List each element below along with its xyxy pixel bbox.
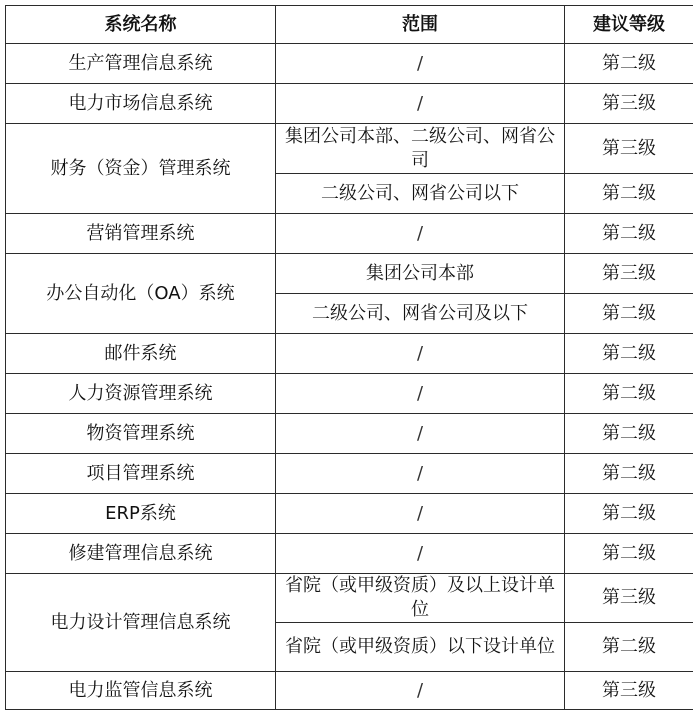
table-row [6,124,693,174]
header-scope: 范围 [276,6,565,44]
table-row [6,254,693,294]
grade-cell: 第二级 [565,454,693,494]
grade-cell: 第二级 [565,494,693,534]
scope-cell [276,374,565,414]
scope-cell [276,214,565,254]
grade-cell: 第二级 [565,214,693,254]
grade-cell: 第三级 [565,84,693,124]
system-name-cell: 财务（资金）管理系统 [6,124,276,214]
system-name-cell: 邮件系统 [6,334,276,374]
scope-value: / [416,502,424,524]
scope-value: / [416,422,424,444]
system-name-cell: 电力设计管理信息系统 [6,574,276,672]
grade-cell: 第二级 [565,414,693,454]
system-name-cell: 生产管理信息系统 [6,44,276,84]
scope-cell [276,44,565,84]
grade-cell: 第二级 [565,623,693,672]
table-row [6,672,693,710]
scope-cell [276,672,565,710]
scope-value: / [416,679,424,701]
table-row [6,214,693,254]
system-name-cell: 电力市场信息系统 [6,84,276,124]
table-row [6,374,693,414]
table-row [6,534,693,574]
scope-cell [276,494,565,534]
header-system-name: 系统名称 [6,6,276,44]
grade-cell: 第二级 [565,174,693,214]
scope-value: / [416,462,424,484]
scope-cell: 省院（或甲级资质）及以上设计单位 [276,574,565,623]
scope-cell [276,84,565,124]
system-name-cell: 营销管理系统 [6,214,276,254]
scope-value: / [416,542,424,564]
table-row [6,84,693,124]
grade-cell: 第二级 [565,334,693,374]
scope-value: / [416,222,424,244]
grade-cell: 第二级 [565,374,693,414]
system-name-cell: ERP系统 [6,494,276,534]
scope-cell: 省院（或甲级资质）以下设计单位 [276,623,565,672]
table-header-row [6,6,693,44]
table-row [6,44,693,84]
table-row [6,414,693,454]
scope-value: / [416,52,424,74]
header-grade: 建议等级 [565,6,693,44]
table-row [6,494,693,534]
system-name-cell: 项目管理系统 [6,454,276,494]
scope-cell [276,414,565,454]
grade-cell: 第二级 [565,534,693,574]
system-name-cell: 修建管理信息系统 [6,534,276,574]
grade-cell: 第三级 [565,574,693,623]
grade-cell: 第三级 [565,254,693,294]
scope-cell: 集团公司本部 [276,254,565,294]
table-row [6,574,693,623]
scope-cell [276,454,565,494]
scope-cell: 二级公司、网省公司以下 [276,174,565,214]
scope-cell: 二级公司、网省公司及以下 [276,294,565,334]
grade-cell: 第三级 [565,124,693,174]
security-grade-table [5,5,693,710]
scope-cell [276,334,565,374]
grade-cell: 第二级 [565,294,693,334]
system-name-cell: 电力监管信息系统 [6,672,276,710]
table-row [6,454,693,494]
system-name-cell: 人力资源管理系统 [6,374,276,414]
scope-value: / [416,92,424,114]
scope-value: / [416,382,424,404]
scope-cell [276,534,565,574]
system-name-cell: 办公自动化（OA）系统 [6,254,276,334]
scope-value: / [416,342,424,364]
scope-cell: 集团公司本部、二级公司、网省公司 [276,124,565,174]
grade-cell: 第三级 [565,672,693,710]
system-name-cell: 物资管理系统 [6,414,276,454]
grade-cell: 第二级 [565,44,693,84]
table-row [6,334,693,374]
